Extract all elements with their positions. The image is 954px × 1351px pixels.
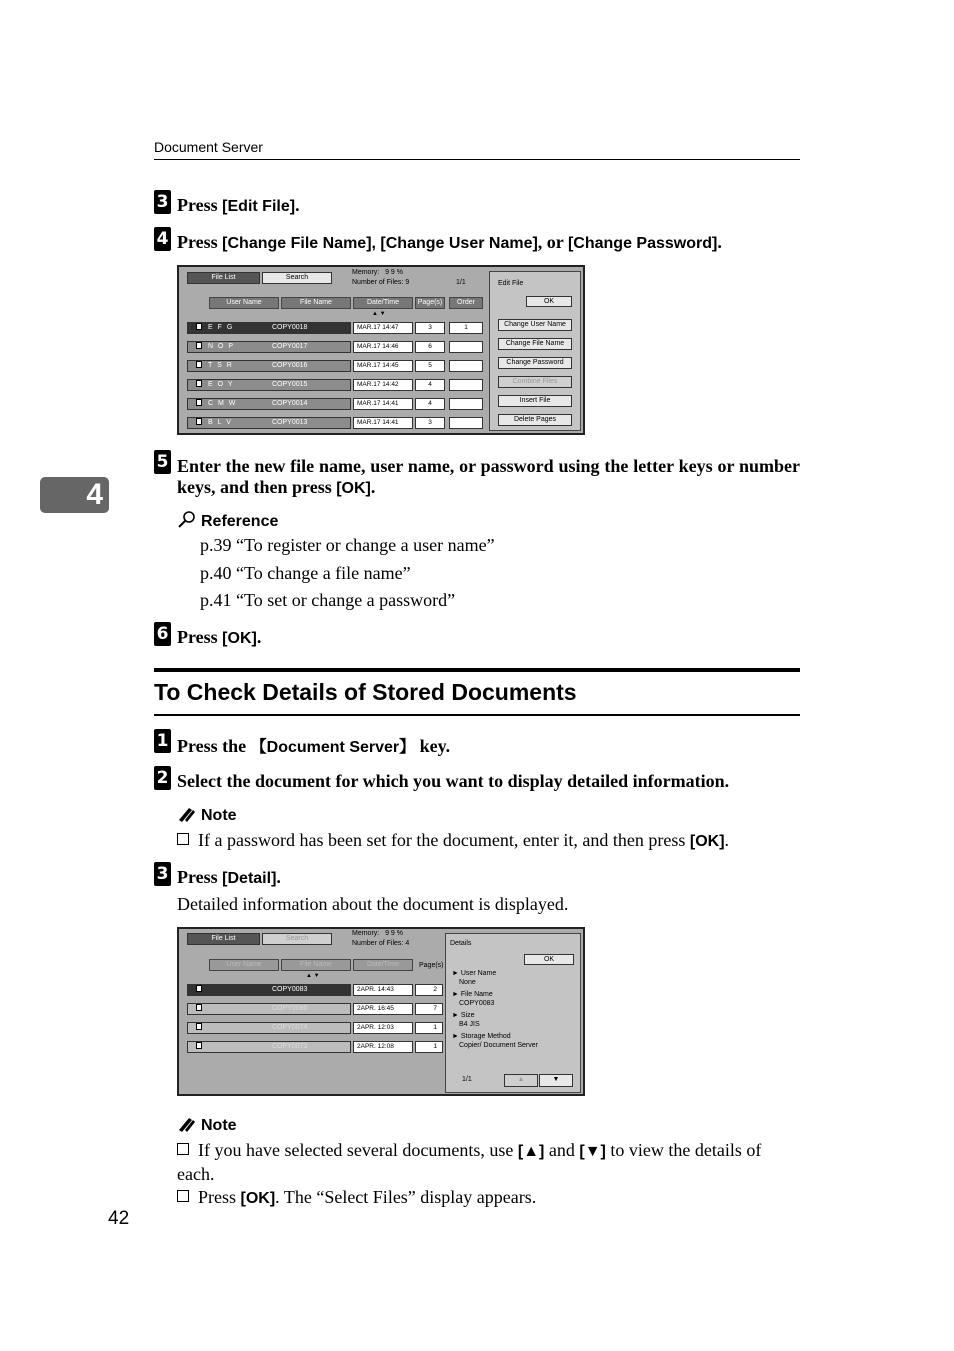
row-order [449,360,483,372]
note-heading: Note [177,805,237,825]
row-pages: 3 [415,417,445,429]
document-icon [196,399,202,406]
row-order [449,379,483,391]
document-icon [196,985,202,992]
details-title: Details [450,940,472,947]
page-number: 42 [108,1208,130,1229]
step-number: 5 [154,450,171,474]
row-file: COPY0083 [272,986,308,993]
row-date: 2APR. 12:03 [353,1022,413,1034]
section-rule [154,714,800,716]
row-pages: 5 [415,360,445,372]
change-user-name-button[interactable]: Change User Name [498,319,572,331]
document-icon [196,418,202,425]
insert-file-button[interactable]: Insert File [498,395,572,407]
running-header: Document Server [154,139,263,155]
row-pages: 4 [415,379,445,391]
row-date: 2APR. 16:45 [353,1003,413,1015]
row-user: T S R [208,362,234,369]
file-row[interactable] [187,984,351,996]
step-text: Press [OK]. [177,627,262,647]
detail-label: ► Size [452,1012,475,1019]
row-user: N O P [208,343,235,350]
file-row[interactable] [187,379,351,391]
step-text: Press [Change File Name], [Change User Name], or [Change Password]. [177,232,722,252]
row-file: COPY0017 [272,343,308,350]
column-date-time[interactable]: Date/Time [353,297,413,309]
row-pages: 6 [415,341,445,353]
magnifier-icon [177,510,197,530]
column-pages[interactable]: Page(s) [415,297,445,309]
column-user-name[interactable]: User Name [209,959,279,971]
step-text: Press the 【Document Server】 key. [177,736,451,756]
step-number: 4 [154,227,171,251]
file-row[interactable] [187,360,351,372]
row-user: C M W [208,400,237,407]
section-title: To Check Details of Stored Documents [154,679,577,705]
detail-value: Copier/ Document Server [459,1042,538,1049]
sort-arrows: ▲ ▼ [306,973,320,979]
edit-file-screenshot [177,265,585,435]
ok-button[interactable]: OK [524,954,574,965]
row-date: MAR.17 14:41 [353,398,413,410]
details-screenshot [177,927,585,1096]
row-file: COPY0016 [272,362,308,369]
column-file-name[interactable]: File Name [281,297,351,309]
row-date: MAR.17 14:41 [353,417,413,429]
row-file: COPY0014 [272,400,308,407]
row-date: 2APR. 14:43 [353,984,413,996]
document-icon [196,361,202,368]
reference-heading: Reference [177,510,278,531]
tab-file-list[interactable]: File List [187,933,260,945]
row-order [449,398,483,410]
tab-file-list[interactable]: File List [187,272,260,284]
column-user-name[interactable]: User Name [209,297,279,309]
row-date: MAR.17 14:42 [353,379,413,391]
row-file: COPY0018 [272,324,308,331]
step-number: 3 [154,862,171,886]
memory-readout: Memory: 9 9 % [352,930,403,937]
detail-value: B4 JIS [459,1021,480,1028]
row-user: E O Y [208,381,235,388]
tab-search[interactable]: Search [262,933,332,945]
document-icon [196,380,202,387]
page-indicator: 1/1 [456,279,466,286]
row-file: COPY0015 [272,381,308,388]
row-user: B L V [208,419,233,426]
details-panel [445,933,581,1093]
column-file-name[interactable]: File Name [281,959,351,971]
step-number: 1 [154,729,171,753]
change-password-button[interactable]: Change Password [498,357,572,369]
note-item: If you have selected several documents, use [▲] and [▼] to view the details of each. [177,1140,762,1184]
section-rule [154,668,800,672]
file-row[interactable] [187,341,351,353]
step-number: 2 [154,766,171,790]
tab-search[interactable]: Search [262,272,332,284]
document-icon [196,1023,202,1030]
file-row[interactable] [187,398,351,410]
pencil-icon [177,1115,197,1133]
file-row[interactable] [187,417,351,429]
row-date: MAR.17 14:46 [353,341,413,353]
edit-panel-title: Edit File [498,280,524,287]
combine-files-button[interactable]: Combine Files [498,376,572,388]
row-date: MAR.17 14:45 [353,360,413,372]
column-date-time[interactable]: Date/Time [353,959,413,971]
memory-readout: Memory: 9 9 % [352,269,403,276]
step-text: Press [Edit File]. [177,195,300,215]
file-row[interactable] [187,1041,351,1053]
sort-arrows: ▲ ▼ [372,311,386,317]
row-pages: 3 [415,322,445,334]
document-icon [196,323,202,330]
row-pages: 1 [415,1041,443,1053]
detail-label: ► File Name [452,991,493,998]
row-date: MAR.17 14:47 [353,322,413,334]
detail-value: COPY0083 [459,1000,495,1007]
column-order[interactable]: Order [449,297,483,309]
file-row[interactable] [187,1003,351,1015]
change-file-name-button[interactable]: Change File Name [498,338,572,350]
step-body: Detailed information about the document is displayed. [177,894,569,914]
row-pages: 1 [415,1022,443,1034]
delete-pages-button[interactable]: Delete Pages [498,414,572,426]
document-icon [196,342,202,349]
file-count-readout: Number of Files: 4 [352,940,410,947]
file-row[interactable] [187,322,351,334]
row-order: 1 [449,322,483,334]
reference-item[interactable]: p.40 “To change a file name” [200,563,411,583]
edit-file-panel [489,271,581,431]
detail-label: ► Storage Method [452,1033,511,1040]
step-text: Enter the new file name, user name, or password using the letter keys or number keys, and then press [OK]. [177,456,800,497]
page-indicator: 1/1 [462,1076,472,1083]
detail-value: None [459,979,476,986]
row-file: COPY0073 [272,1043,308,1050]
row-file: COPY0080 [272,1005,308,1012]
scroll-up-button[interactable]: ▲ [504,1074,538,1087]
chapter-tab: 4 [40,477,109,513]
note-item: If a password has been set for the document, enter it, and then press [OK]. [177,830,729,851]
ok-button[interactable]: OK [526,296,572,307]
pencil-icon [177,805,197,823]
checkbox-bullet-icon [177,833,189,845]
row-pages: 7 [415,1003,443,1015]
row-order [449,417,483,429]
checkbox-bullet-icon [177,1190,189,1202]
column-pages: Page(s) [419,962,444,969]
row-file: COPY0013 [272,419,308,426]
reference-item[interactable]: p.39 “To register or change a user name” [200,535,495,555]
row-pages: 2 [415,984,443,996]
row-user: E F G [208,324,234,331]
row-pages: 4 [415,398,445,410]
detail-label: ► User Name [452,970,497,977]
file-row[interactable] [187,1022,351,1034]
scroll-down-button[interactable]: ▼ [539,1074,573,1087]
row-order [449,341,483,353]
note-item: Press [OK]. The “Select Files” display appears. [177,1187,536,1208]
document-icon [196,1042,202,1049]
note-heading: Note [177,1115,237,1135]
step-number: 6 [154,622,171,646]
file-count-readout: Number of Files: 9 [352,279,410,286]
reference-item[interactable]: p.41 “To set or change a password” [200,590,456,610]
row-date: 2APR. 12:08 [353,1041,413,1053]
step-number: 3 [154,190,171,214]
header-rule [154,159,800,160]
document-icon [196,1004,202,1011]
checkbox-bullet-icon [177,1143,189,1155]
step-text: Select the document for which you want to display detailed information. [177,771,730,791]
row-file: COPY0074 [272,1024,308,1031]
step-text: Press [Detail]. [177,867,281,887]
